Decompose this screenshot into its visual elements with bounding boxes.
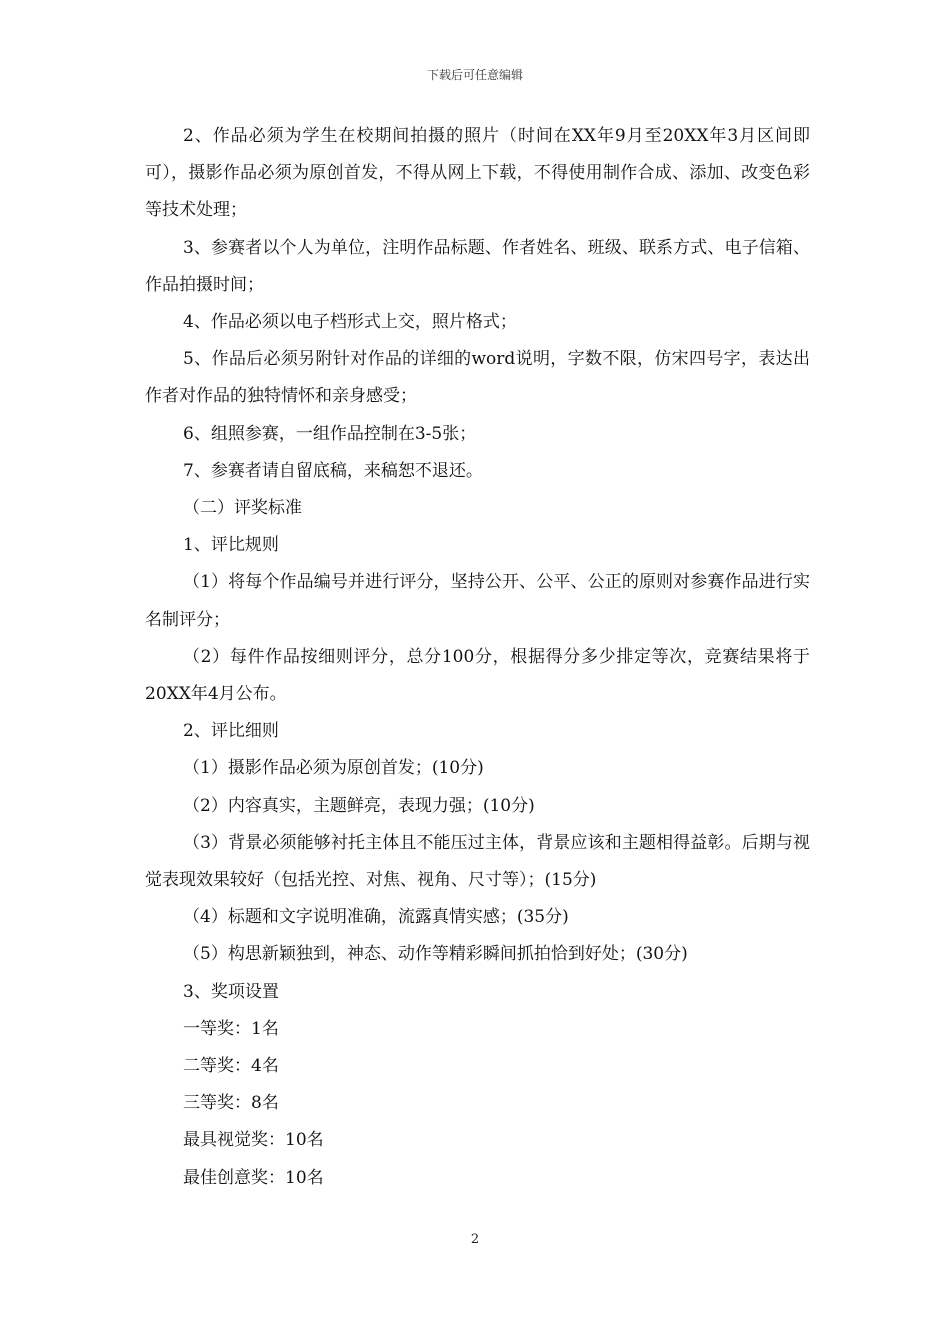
paragraph-rule-2: （2）每件作品按细则评分，总分100分，根据得分多少排定等次，竞赛结果将于20XX年4月公布。 (145, 646, 810, 705)
paragraph-detail-5: （5）构思新颖独到，神态、动作等精彩瞬间抓拍恰到好处；(30分) (183, 944, 688, 965)
paragraph-detail-2: （2）内容真实，主题鲜亮，表现力强；(10分) (183, 795, 535, 816)
paragraph-detail-3: （3）背景必须能够衬托主体且不能压过主体，背景应该和主题相得益彰。后期与视觉表现效果较好（包括光控、对焦、视角、尺寸等）；(15分) (145, 832, 810, 891)
award-best-creative: 最佳创意奖：10名 (183, 1167, 324, 1188)
section-heading-judging-criteria: （二）评奖标准 (183, 498, 302, 519)
paragraph-detail-1: （1）摄影作品必须为原创首发；(10分) (183, 758, 484, 779)
paragraph-requirement-2: 2、作品必须为学生在校期间拍摄的照片（时间在XX年9月至20XX年3月区间即可），摄影作品必须为原创首发，不得从网上下载，不得使用制作合成、添加、改变色彩等技术处理； (145, 126, 810, 221)
paragraph-requirement-5: 5、作品后必须另附针对作品的详细的word说明，字数不限，仿宋四号字，表达出作者对作品的独特情怀和亲身感受； (145, 349, 810, 407)
subheading-judging-rules: 1、评比规则 (183, 535, 279, 556)
award-first-prize: 一等奖：1名 (183, 1018, 279, 1039)
subheading-awards: 3、奖项设置 (183, 981, 279, 1002)
award-third-prize: 三等奖：8名 (183, 1093, 279, 1114)
paragraph-requirement-7: 7、参赛者请自留底稿，来稿恕不退还。 (183, 460, 483, 481)
paragraph-requirement-4: 4、作品必须以电子档形式上交，照片格式； (183, 312, 517, 333)
page-number: 2 (470, 1232, 480, 1247)
paragraph-detail-4: （4）标题和文字说明准确，流露真情实感；(35分) (183, 907, 569, 928)
paragraph-requirement-6: 6、组照参赛，一组作品控制在3-5张； (183, 423, 477, 444)
award-second-prize: 二等奖：4名 (183, 1056, 279, 1077)
paragraph-rule-1: （1）将每个作品编号并进行评分，坚持公开、公平、公正的原则对参赛作品进行实名制评分； (145, 572, 810, 630)
paragraph-requirement-3: 3、参赛者以个人为单位，注明作品标题、作者姓名、班级、联系方式、电子信箱、作品拍摄时间； (145, 237, 810, 295)
subheading-judging-details: 2、评比细则 (183, 721, 279, 742)
award-best-visual: 最具视觉奖：10名 (183, 1130, 324, 1151)
page-header: 下载后可任意编辑 (426, 68, 523, 82)
document-body (145, 118, 810, 1197)
